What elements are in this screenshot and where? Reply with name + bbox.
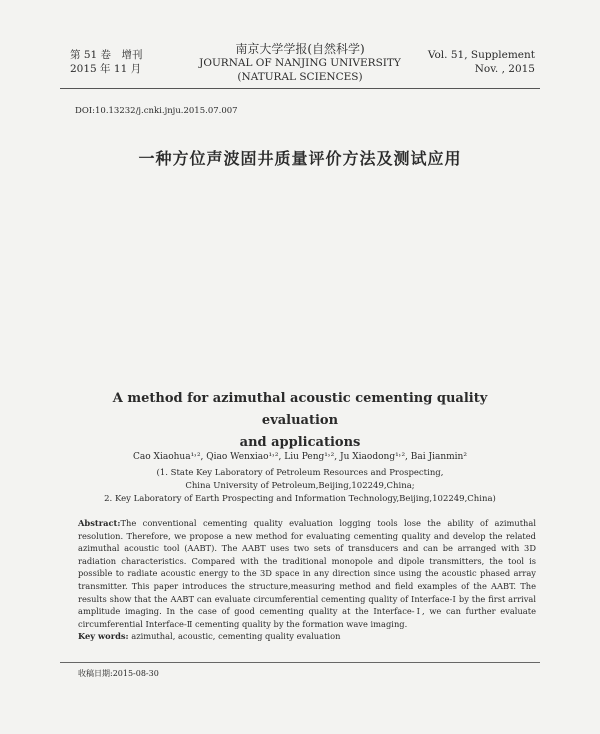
- keywords-en-text: azimuthal, acoustic, cementing quality evaluation: [131, 631, 341, 642]
- abstract-en: [78, 517, 536, 643]
- journal-subtitle-en: (NATURAL SCIENCES): [237, 71, 363, 83]
- journal-name-en: JOURNAL OF NANJING UNIVERSITY: [199, 57, 401, 69]
- abstract-en-text: The conventional cementing quality evaluation logging tools lose the ability of azimuthal resolution. Therefore, we propose a new method for evaluating cementing quality and develop the related azimuthal acoustic tool (AABT). The AABT uses two sets of transducers and can be arranged with 3D radiation characteristics. Compared with the traditional monopole and dipole transmitters, the tool is possible to radiate acoustic energy to the 3D space in any direction since using the acoustic phased array transmitter. This paper introduces the structure,measuring method and field examples of the AABT. The results show that the AABT can evaluate circumferential cementing quality of Interface-Ⅰ by the first arrival amplitude imaging. In the case of good cementing quality at the Interface-Ⅰ, we can further evaluate circumferential Interface-Ⅱ cementing quality by the formation wave imaging.: [78, 518, 536, 629]
- doi: DOI:10.13232/j.cnki.jnju.2015.07.007: [75, 106, 238, 116]
- abstract-en-label: Abstract:: [78, 518, 121, 528]
- volume-issue: 第 51 卷 增刊: [70, 49, 143, 61]
- journal-name: [190, 42, 410, 84]
- footnote-rule: [60, 662, 540, 663]
- title-cn: 一种方位声波固井质量评价方法及测试应用: [138, 149, 462, 168]
- date-en: Nov. , 2015: [474, 63, 535, 75]
- affiliation-en-1: (1. State Key Laboratory of Petroleum Resources and Prospecting,: [156, 468, 444, 478]
- journal-name-cn: 南京大学学报(自然科学): [235, 42, 365, 56]
- title-en-line1: A method for azimuthal acoustic cementing quality evaluation: [112, 391, 488, 428]
- publish-date: 2015 年 11 月: [70, 63, 142, 75]
- title-en-line2: and applications: [239, 435, 361, 450]
- title-en: [80, 388, 520, 454]
- journal-volume-info: [70, 48, 170, 76]
- header-rule: [60, 88, 540, 89]
- keywords-en-label: Key words:: [78, 631, 129, 642]
- volume-en: Vol. 51, Supplement: [427, 49, 535, 61]
- authors-en: Cao Xiaohua¹˒², Qiao Wenxiao¹˒², Liu Peng¹˒², Ju Xiaodong¹˒², Bai Jianmin²: [133, 452, 467, 462]
- keywords-en: [78, 630, 536, 643]
- affiliation-en-2: China University of Petroleum,Beijing,102249,China;: [185, 481, 415, 491]
- journal-volume-info-en: [420, 48, 535, 76]
- affiliation-en-3: 2. Key Laboratory of Earth Prospecting and Information Technology,Beijing,102249,China): [104, 494, 496, 504]
- footnote-received: 收稿日期:2015-08-30: [78, 669, 159, 678]
